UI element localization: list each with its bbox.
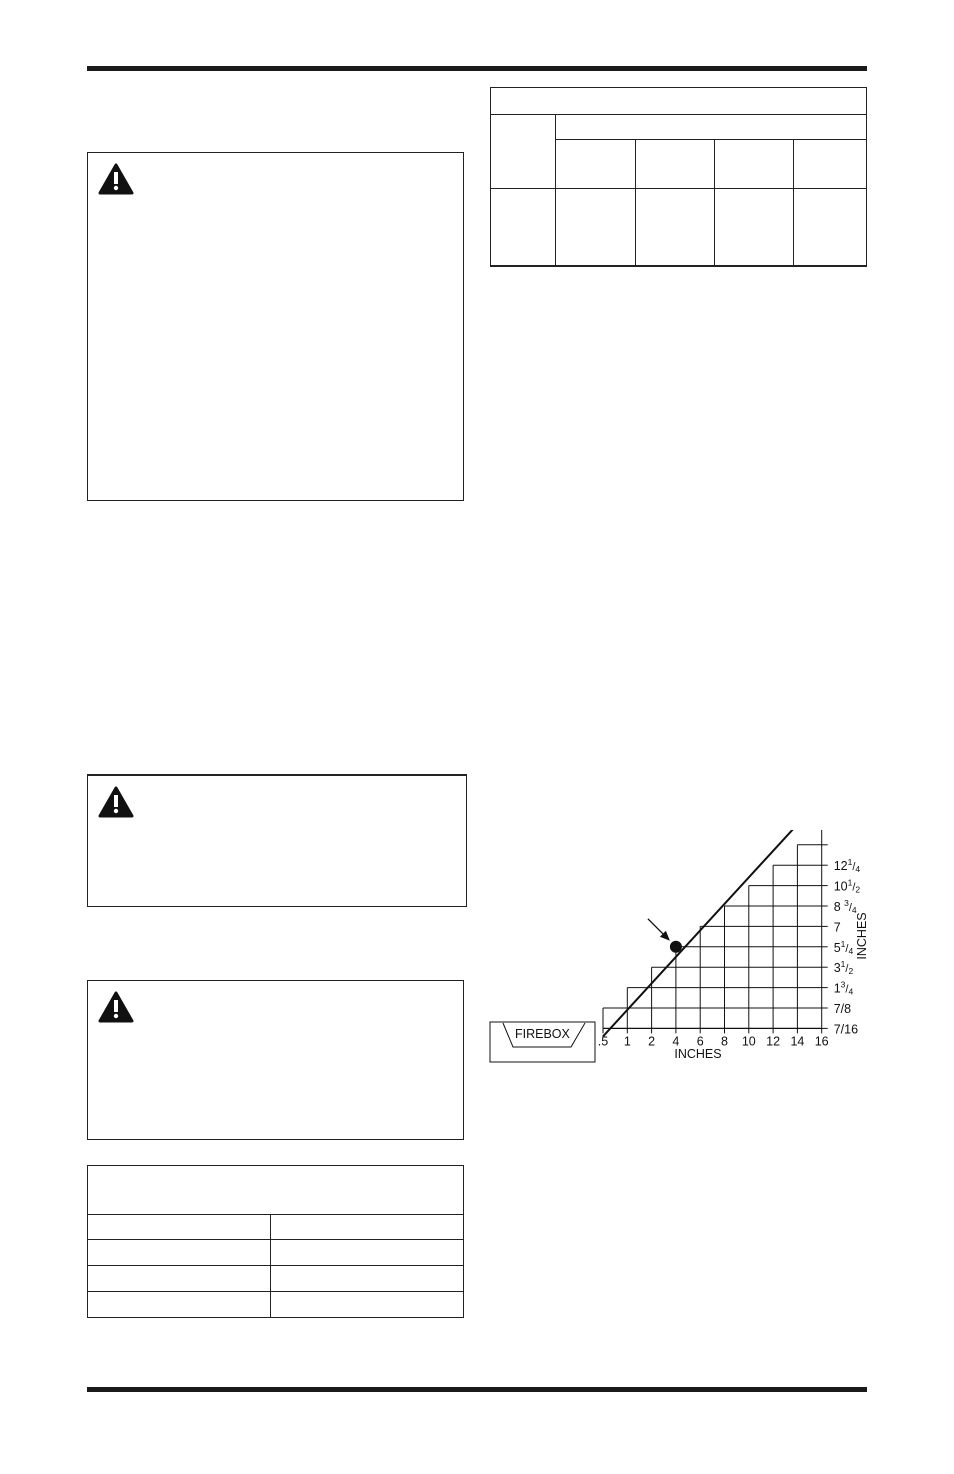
x-tick-label: 12 bbox=[766, 1034, 781, 1049]
bottom-rule bbox=[87, 1387, 867, 1392]
x-tick-label: 2 bbox=[648, 1034, 656, 1049]
table-header-cell bbox=[88, 1166, 464, 1215]
x-tick-label: 16 bbox=[814, 1034, 829, 1049]
table-cell bbox=[556, 189, 636, 267]
warning-box-2 bbox=[87, 774, 467, 907]
top-rule bbox=[87, 66, 867, 71]
y-tick-label: 7 bbox=[833, 920, 841, 935]
table-cell bbox=[88, 1240, 271, 1266]
table-cell bbox=[88, 1266, 271, 1292]
y-tick-label: $10^1/2$ bbox=[833, 877, 861, 895]
spec-table-left bbox=[87, 1165, 464, 1318]
table-cell bbox=[556, 115, 867, 140]
y-tick-label: $3^1/2$ bbox=[833, 959, 854, 977]
spec-table-right bbox=[490, 87, 867, 267]
table-cell bbox=[491, 189, 556, 267]
y-tick-label: 7/8 bbox=[833, 1002, 852, 1016]
x-tick-label: 8 bbox=[721, 1034, 728, 1049]
warning-box-3 bbox=[87, 980, 464, 1140]
warning-box-1 bbox=[87, 152, 464, 501]
table-row bbox=[88, 1215, 464, 1240]
y-tick-label: $1^3/4$ bbox=[833, 979, 854, 997]
x-tick-label: 1 bbox=[623, 1034, 631, 1049]
y-tick-label: $5^1/4$ bbox=[833, 938, 854, 956]
table-cell bbox=[715, 140, 794, 189]
warning-triangle-icon bbox=[98, 163, 134, 195]
x-tick-label: .5 bbox=[597, 1034, 609, 1049]
firebox-label: FIREBOX bbox=[515, 1027, 570, 1041]
table-cell bbox=[794, 140, 867, 189]
table-row bbox=[491, 88, 867, 115]
clearance-chart bbox=[485, 830, 875, 1070]
firebox-illustration bbox=[490, 1022, 595, 1062]
table-cell bbox=[271, 1292, 464, 1318]
table-row bbox=[88, 1240, 464, 1266]
chart-grid bbox=[603, 830, 828, 1033]
y-tick-label: 8 $^3$/4 bbox=[833, 898, 857, 915]
table-cell bbox=[491, 115, 556, 189]
table-cell bbox=[271, 1266, 464, 1292]
y-tick-label: $12^1/4$ bbox=[833, 857, 861, 875]
table-row bbox=[491, 189, 867, 267]
table-header-cell bbox=[491, 88, 867, 115]
table-cell bbox=[271, 1240, 464, 1266]
table-row bbox=[88, 1292, 464, 1318]
y-axis-label: INCHES bbox=[855, 912, 869, 960]
table-row bbox=[88, 1166, 464, 1215]
table-row bbox=[88, 1266, 464, 1292]
table-cell bbox=[636, 140, 715, 189]
table-cell bbox=[794, 189, 867, 267]
x-tick-label: 10 bbox=[741, 1034, 756, 1049]
table-cell bbox=[715, 189, 794, 267]
table-cell bbox=[88, 1292, 271, 1318]
x-tick-label: 6 bbox=[696, 1034, 704, 1049]
table-cell bbox=[636, 189, 715, 267]
table-cell bbox=[556, 140, 636, 189]
y-tick-label: 7/16 bbox=[833, 1022, 859, 1037]
highlight-point bbox=[670, 941, 682, 953]
x-tick-label: 14 bbox=[790, 1034, 805, 1049]
table-cell bbox=[88, 1215, 271, 1240]
table-cell bbox=[271, 1215, 464, 1240]
x-tick-label: 4 bbox=[672, 1034, 680, 1049]
warning-triangle-icon bbox=[98, 991, 134, 1023]
table-row bbox=[491, 115, 867, 140]
warning-triangle-icon bbox=[98, 786, 134, 818]
x-axis-label: INCHES bbox=[674, 1047, 722, 1061]
